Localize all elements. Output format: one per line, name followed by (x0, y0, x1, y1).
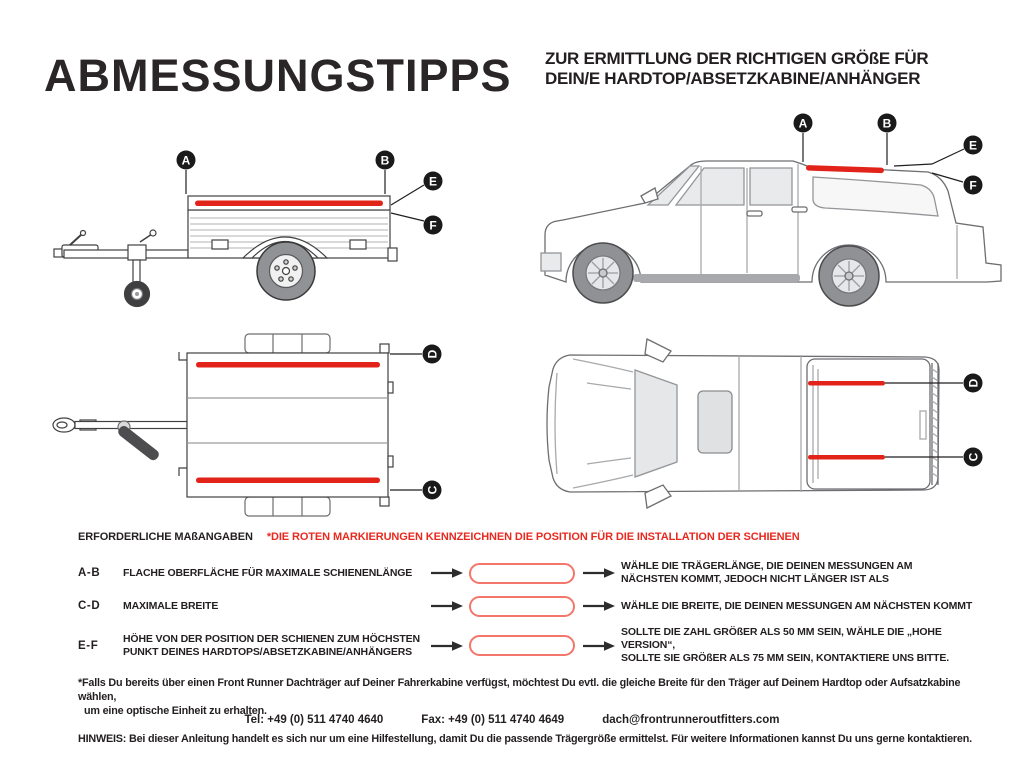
row-result: SOLLTE DIE ZAHL GRÖßER ALS 50 MM SEIN, WÄHLE DIE „HOHE VERSION“, SOLLTE SIE GRÖßER ALS 75 MM SEIN, KONTAKTIERE UNS BITTE. (621, 626, 950, 664)
svg-text:A: A (798, 116, 808, 131)
page-title: ABMESSUNGSTIPPS (44, 50, 512, 101)
marker-c (964, 448, 983, 467)
arrow-right-icon (425, 640, 469, 652)
contact-email: dach@frontrunneroutfitters.com (602, 714, 780, 726)
marker-a (177, 151, 196, 170)
row-label: HÖHE VON DER POSITION DER SCHIENEN ZUM HÖCHSTEN PUNKT DEINES HARDTOPS/ABSETZKABINE/ANHÄNGERS (123, 632, 420, 658)
subtitle-line-1: ZUR ERMITTLUNG DER RICHTIGEN GRÖßE FÜR (545, 49, 929, 68)
row-result: WÄHLE DIE TRÄGERLÄNGE, DIE DEINEN MESSUNGEN AM NÄCHSTEN KOMMT, JEDOCH NICHT LÄNGER IST ALS (621, 560, 913, 585)
svg-text:D: D (425, 349, 440, 359)
rail-position-stripe (196, 362, 380, 368)
measurement-input-pill (469, 635, 575, 656)
svg-text:B: B (882, 116, 892, 131)
row-code: C-D (78, 600, 101, 612)
rail-position-stripe (808, 455, 885, 460)
svg-text:D: D (966, 378, 981, 388)
svg-text:F: F (429, 218, 437, 233)
required-measurements-label: ERFORDERLICHE MAßANGABEN (78, 531, 253, 543)
arrow-right-icon (577, 567, 621, 579)
contact-bar (0, 714, 1024, 726)
subtitle-line-2: DEIN/E HARDTOP/ABSETZKABINE/ANHÄNGER (545, 69, 921, 88)
row-code: E-F (78, 639, 99, 652)
row-result: WÄHLE DIE BREITE, DIE DEINEN MESSUNGEN AM NÄCHSTEN KOMMT (621, 599, 973, 612)
measurement-row-cd (78, 593, 990, 619)
marker-d (964, 374, 983, 393)
truck-hardtop-side-view-diagram (495, 103, 1020, 320)
rail-position-stripe (808, 381, 885, 386)
marker-a (794, 114, 813, 133)
contact-tel: Tel: +49 (0) 511 4740 4640 (244, 714, 384, 726)
marker-b (376, 151, 395, 170)
measurement-row-ef (78, 626, 990, 665)
svg-text:E: E (968, 138, 978, 153)
svg-text:A: A (181, 153, 191, 168)
rail-position-stripe (195, 201, 383, 207)
svg-text:E: E (428, 174, 438, 189)
measurement-instructions (78, 531, 990, 745)
red-markings-note: *DIE ROTEN MARKIERUNGEN KENNZEICHNEN DIE POSITION FÜR DIE INSTALLATION DER SCHIENEN (266, 531, 800, 543)
row-label: FLACHE OBERFLÄCHE FÜR MAXIMALE SCHIENENLÄNGE (123, 566, 413, 579)
marker-c (423, 481, 442, 500)
marker-f (964, 176, 983, 195)
marker-b (878, 114, 897, 133)
trailer-top-view-diagram (40, 330, 485, 520)
svg-text:B: B (380, 153, 390, 168)
asterisk-footnote: *Falls Du bereits über einen Front Runner Dachträger auf Deiner Fahrerkabine verfügst, möchtest Du evtl. die gleiche Breite für den Träger auf Deinem Hardtop oder Aufsatzkabine wählen, um eine optische Einheit zu erhalten. (78, 677, 961, 717)
page-subtitle (545, 49, 928, 89)
trailer-side-view-diagram (40, 128, 485, 328)
hinweis-footnote: HINWEIS: Bei dieser Anleitung handelt es sich nur um eine Hilfestellung, damit Du die passende Trägergröße ermittelst. Für weitere Informationen kannst Du uns gerne kontaktieren. (78, 733, 972, 745)
row-code: A-B (78, 567, 101, 579)
arrow-right-icon (425, 600, 469, 612)
marker-e (964, 136, 983, 155)
arrow-right-icon (577, 640, 621, 652)
svg-text:F: F (969, 178, 977, 193)
svg-text:C: C (966, 452, 981, 462)
truck-hardtop-top-view-diagram (495, 325, 1020, 525)
measurement-heading-row (78, 531, 990, 543)
marker-e (424, 172, 443, 191)
rail-position-stripe (196, 478, 380, 484)
svg-text:C: C (425, 485, 440, 495)
marker-d (423, 345, 442, 364)
callout-markers (390, 354, 422, 490)
marker-f (424, 216, 443, 235)
measurement-input-pill (469, 596, 575, 617)
arrow-right-icon (425, 567, 469, 579)
measurement-row-ab (78, 560, 990, 586)
contact-fax: Fax: +49 (0) 511 4740 4649 (421, 714, 565, 726)
arrow-right-icon (577, 600, 621, 612)
row-label: MAXIMALE BREITE (123, 599, 219, 612)
measurement-input-pill (469, 563, 575, 584)
